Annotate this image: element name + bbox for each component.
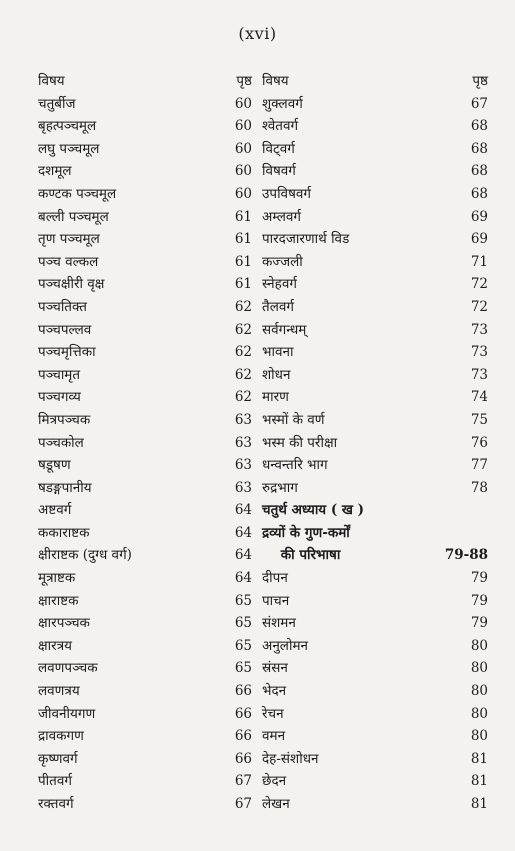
entry-page: 62 bbox=[234, 389, 252, 406]
entry-title: रेचन bbox=[262, 705, 284, 722]
toc-entry bbox=[262, 364, 488, 387]
toc-entry bbox=[38, 251, 260, 274]
entry-page: 61 bbox=[234, 253, 252, 270]
entry-page: 68 bbox=[470, 118, 488, 135]
entry-title: छेदन bbox=[262, 773, 287, 790]
entry-page: 66 bbox=[234, 705, 252, 722]
entry-page: 68 bbox=[470, 140, 488, 157]
entry-page: 65 bbox=[234, 637, 252, 654]
entry-page: 60 bbox=[234, 95, 252, 112]
toc-entry bbox=[262, 251, 488, 274]
subject-header: विषय bbox=[262, 73, 289, 89]
entry-page: 61 bbox=[234, 276, 252, 293]
entry-page: 81 bbox=[470, 773, 488, 790]
entry-page: 67 bbox=[234, 796, 252, 812]
toc-entry bbox=[38, 770, 260, 793]
entry-title: लघु पञ्चमूल bbox=[38, 140, 100, 157]
entry-title: रक्तवर्ग bbox=[38, 796, 74, 812]
column-header bbox=[262, 70, 488, 93]
entry-title: क्षारत्रय bbox=[38, 637, 72, 654]
toc-entry bbox=[262, 206, 488, 229]
entry-page: 61 bbox=[234, 231, 252, 248]
entry-title: अनुलोमन bbox=[262, 637, 309, 654]
entry-title: मित्रपञ्चक bbox=[38, 411, 91, 428]
entry-page: 66 bbox=[234, 750, 252, 767]
subject-header: विषय bbox=[38, 73, 65, 89]
entry-title: दशमूल bbox=[38, 163, 72, 180]
entry-page: 62 bbox=[234, 298, 252, 315]
entry-title: कज्जली bbox=[262, 253, 303, 270]
toc-entry bbox=[38, 635, 260, 658]
entry-page: 62 bbox=[234, 366, 252, 383]
entry-page: 60 bbox=[234, 163, 252, 180]
entry-page: 71 bbox=[470, 253, 488, 270]
entry-page: 65 bbox=[234, 592, 252, 609]
toc-entry bbox=[38, 499, 260, 522]
entry-title: पञ्चपल्लव bbox=[38, 321, 92, 338]
entry-title: रुद्रभाग bbox=[262, 479, 298, 496]
entry-page: 80 bbox=[470, 660, 488, 677]
entry-title: क्षाराष्टक bbox=[38, 592, 79, 609]
toc-entry bbox=[38, 160, 260, 183]
entry-title: की परिभाषा bbox=[262, 547, 341, 564]
entry-page: 64 bbox=[234, 570, 252, 587]
entry-title: षडूषण bbox=[38, 457, 71, 474]
toc-entry bbox=[262, 680, 488, 703]
entry-title: क्षारपञ्चक bbox=[38, 615, 90, 632]
entry-page: 76 bbox=[470, 434, 488, 451]
right-column bbox=[262, 70, 488, 816]
entry-title: मारण bbox=[262, 389, 289, 406]
entry-title: भस्मों के वर्ण bbox=[262, 411, 325, 428]
entry-title: बल्ली पञ्चमूल bbox=[38, 208, 109, 225]
entry-page: 62 bbox=[234, 344, 252, 361]
section-heading bbox=[262, 499, 488, 522]
entry-page: 63 bbox=[234, 479, 252, 496]
toc-entry bbox=[38, 522, 260, 545]
entry-title: शुक्लवर्ग bbox=[262, 95, 303, 112]
toc-entry bbox=[262, 386, 488, 409]
entry-page: 65 bbox=[234, 615, 252, 632]
entry-title: भस्म की परीक्षा bbox=[262, 434, 338, 451]
entry-page: 72 bbox=[470, 276, 488, 293]
entry-page: 60 bbox=[234, 140, 252, 157]
entry-page: 63 bbox=[234, 434, 252, 451]
entry-page: 64 bbox=[234, 547, 252, 564]
entry-page: 67 bbox=[470, 95, 488, 112]
entry-page: 64 bbox=[234, 502, 252, 519]
entry-page: 73 bbox=[470, 366, 488, 383]
entry-title: षडङ्गपानीय bbox=[38, 479, 92, 496]
entry-title: चतुर्बीज bbox=[38, 95, 76, 112]
page-number: (xvi) bbox=[238, 24, 277, 43]
toc-entry bbox=[262, 409, 488, 432]
page-header: पृष्ठ bbox=[472, 73, 488, 89]
toc-entry bbox=[38, 680, 260, 703]
entry-title: श्वेतवर्ग bbox=[262, 118, 299, 135]
entry-page: 79 bbox=[470, 592, 488, 609]
entry-page: 64 bbox=[234, 524, 252, 541]
entry-title: पञ्चक्षीरी वृक्ष bbox=[38, 276, 105, 293]
entry-title: पीतवर्ग bbox=[38, 773, 72, 790]
toc-entry bbox=[38, 364, 260, 387]
entry-title: पञ्चगव्य bbox=[38, 389, 81, 406]
toc-entry bbox=[38, 93, 260, 116]
entry-title: विट्वर्ग bbox=[262, 140, 295, 157]
entry-page: 78 bbox=[470, 479, 488, 496]
entry-title: अष्टवर्ग bbox=[38, 502, 72, 519]
entry-title: पञ्च वल्कल bbox=[38, 253, 99, 270]
toc-entry bbox=[262, 432, 488, 455]
entry-page: 80 bbox=[470, 705, 488, 722]
toc-entry bbox=[262, 319, 488, 342]
entry-title: अम्लवर्ग bbox=[262, 208, 302, 225]
entry-title: शोधन bbox=[262, 366, 291, 383]
toc-entry bbox=[262, 273, 488, 296]
entry-title: कृष्णवर्ग bbox=[38, 750, 78, 767]
toc-entry bbox=[38, 409, 260, 432]
toc-entry bbox=[262, 770, 488, 793]
entry-page: 65 bbox=[234, 660, 252, 677]
toc-entry bbox=[262, 93, 488, 116]
toc-entry bbox=[38, 793, 260, 816]
toc-entry bbox=[38, 454, 260, 477]
toc-entry bbox=[38, 567, 260, 590]
entry-title: द्रावकगण bbox=[38, 728, 84, 745]
entry-title: पञ्चकोल bbox=[38, 434, 84, 451]
entry-page: 79 bbox=[470, 615, 488, 632]
toc-entry bbox=[38, 657, 260, 680]
toc-entry bbox=[38, 612, 260, 635]
toc-entry bbox=[38, 725, 260, 748]
entry-page: 75 bbox=[470, 411, 488, 428]
entry-page: 73 bbox=[470, 344, 488, 361]
entry-page: 63 bbox=[234, 411, 252, 428]
entry-title: बृहत्पञ्चमूल bbox=[38, 118, 97, 135]
entry-title: लेखन bbox=[262, 796, 290, 812]
entry-page: 81 bbox=[470, 796, 488, 812]
entry-title: कण्टक पञ्चमूल bbox=[38, 185, 117, 202]
section-heading bbox=[262, 544, 488, 567]
entry-title: द्रव्यों के गुण-कर्मों bbox=[262, 524, 350, 541]
entry-page: 60 bbox=[234, 185, 252, 202]
toc-entry bbox=[38, 544, 260, 567]
entry-title: ककाराष्टक bbox=[38, 524, 90, 541]
entry-title: धन्वन्तरि भाग bbox=[262, 457, 328, 474]
toc-entry bbox=[38, 477, 260, 500]
entry-page: 80 bbox=[470, 637, 488, 654]
entry-page: 69 bbox=[470, 208, 488, 225]
toc-entry bbox=[38, 273, 260, 296]
toc-entry bbox=[38, 748, 260, 771]
entry-title: दीपन bbox=[262, 570, 288, 587]
entry-title: पाचन bbox=[262, 592, 290, 609]
entry-page: 80 bbox=[470, 683, 488, 700]
entry-title: भेदन bbox=[262, 683, 287, 700]
entry-page: 79 bbox=[470, 570, 488, 587]
toc-entry bbox=[38, 703, 260, 726]
entry-title: उपविषवर्ग bbox=[262, 185, 311, 202]
entry-title: तृण पञ्चमूल bbox=[38, 231, 100, 248]
entry-page: 61 bbox=[234, 208, 252, 225]
entry-page: 74 bbox=[470, 389, 488, 406]
toc-entry bbox=[262, 748, 488, 771]
toc-entry bbox=[262, 115, 488, 138]
toc-entry bbox=[38, 432, 260, 455]
entry-title: स्रंसन bbox=[262, 660, 288, 677]
entry-page: 60 bbox=[234, 118, 252, 135]
entry-page: 81 bbox=[470, 750, 488, 767]
entry-title: चतुर्थ अध्याय ( ख ) bbox=[262, 502, 365, 519]
entry-title: तैलवर्ग bbox=[262, 298, 294, 315]
entry-page: 66 bbox=[234, 728, 252, 745]
toc-entry bbox=[262, 635, 488, 658]
toc-entry bbox=[262, 138, 488, 161]
entry-page: 80 bbox=[470, 728, 488, 745]
toc-entry bbox=[38, 341, 260, 364]
left-column bbox=[38, 70, 260, 816]
entry-page: 73 bbox=[470, 321, 488, 338]
toc-entry bbox=[262, 296, 488, 319]
toc-entry bbox=[38, 590, 260, 613]
entry-page: 77 bbox=[470, 457, 488, 474]
toc-entry bbox=[262, 793, 488, 816]
toc-entry bbox=[38, 228, 260, 251]
toc-entry bbox=[262, 228, 488, 251]
entry-title: संशमन bbox=[262, 615, 296, 632]
page-header: पृष्ठ bbox=[236, 73, 252, 89]
toc-entry bbox=[262, 590, 488, 613]
entry-page: 63 bbox=[234, 457, 252, 474]
entry-title: लवणत्रय bbox=[38, 683, 80, 700]
entry-title: वमन bbox=[262, 728, 286, 745]
entry-page: 79-88 bbox=[444, 547, 488, 564]
entry-title: विषवर्ग bbox=[262, 163, 296, 180]
toc-entry bbox=[38, 319, 260, 342]
toc-entry bbox=[262, 725, 488, 748]
toc-entry bbox=[262, 612, 488, 635]
toc-entry bbox=[262, 703, 488, 726]
toc-entry bbox=[38, 183, 260, 206]
entry-page: 72 bbox=[470, 298, 488, 315]
toc-entry bbox=[38, 206, 260, 229]
toc-entry bbox=[38, 386, 260, 409]
entry-title: पञ्चमृत्तिका bbox=[38, 344, 96, 361]
toc-entry bbox=[38, 138, 260, 161]
entry-page: 68 bbox=[470, 185, 488, 202]
entry-page: 66 bbox=[234, 683, 252, 700]
entry-page: 68 bbox=[470, 163, 488, 180]
toc-entry bbox=[262, 183, 488, 206]
entry-title: क्षीराष्टक (दुग्ध वर्ग) bbox=[38, 547, 132, 564]
entry-title: भावना bbox=[262, 344, 294, 361]
toc-entry bbox=[262, 657, 488, 680]
entry-page: 67 bbox=[234, 773, 252, 790]
column-header bbox=[38, 70, 260, 93]
entry-title: मूत्राष्टक bbox=[38, 570, 76, 587]
entry-title: देह-संशोधन bbox=[262, 750, 319, 767]
entry-title: लवणपञ्चक bbox=[38, 660, 98, 677]
entry-page: 69 bbox=[470, 231, 488, 248]
toc-entry bbox=[262, 454, 488, 477]
section-heading bbox=[262, 522, 488, 545]
entry-title: सर्वगन्धम् bbox=[262, 321, 307, 338]
entry-title: जीवनीयगण bbox=[38, 705, 96, 722]
toc-entry bbox=[262, 341, 488, 364]
entry-title: पारदजारणार्थ विड bbox=[262, 231, 350, 248]
entry-title: स्नेहवर्ग bbox=[262, 276, 297, 293]
table-of-contents bbox=[38, 70, 488, 816]
toc-entry bbox=[38, 296, 260, 319]
toc-entry bbox=[262, 567, 488, 590]
toc-entry bbox=[262, 160, 488, 183]
entry-page: 62 bbox=[234, 321, 252, 338]
entry-title: पञ्चतिक्त bbox=[38, 298, 87, 315]
entry-title: पञ्चामृत bbox=[38, 366, 81, 383]
toc-entry bbox=[38, 115, 260, 138]
toc-entry bbox=[262, 477, 488, 500]
